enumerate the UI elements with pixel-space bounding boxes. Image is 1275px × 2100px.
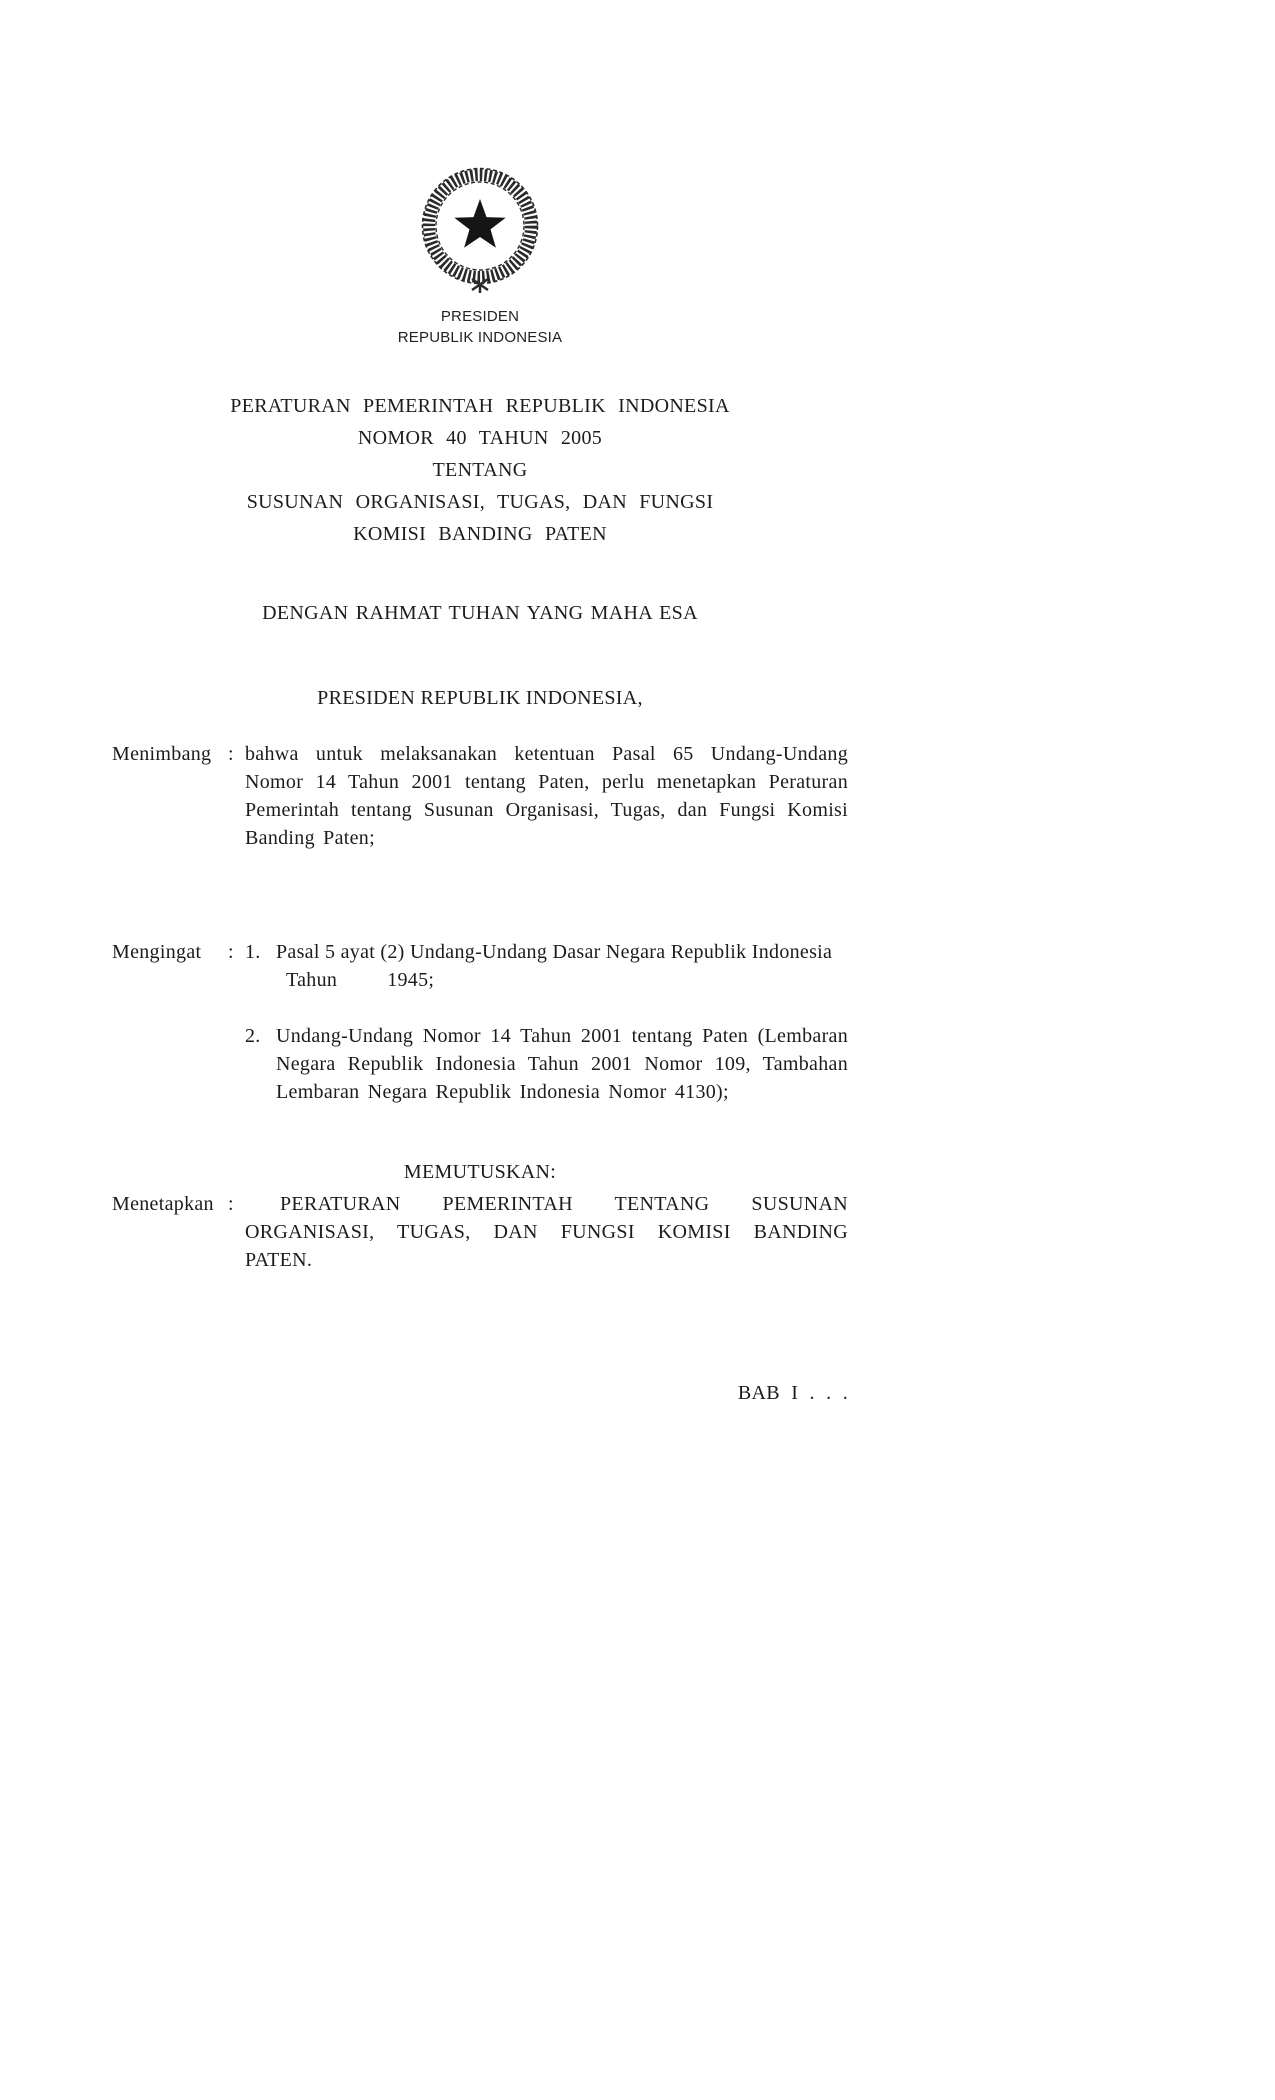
title-line-4: SUSUNAN ORGANISASI, TUGAS, DAN FUNGSI: [246, 491, 714, 513]
item-text: [276, 938, 848, 994]
item-text-value: 1945;: [387, 969, 435, 991]
enacting-clause: [112, 1190, 848, 1274]
item-text-line2: [286, 966, 848, 994]
enacting-label: Menetapkan: [112, 1193, 214, 1215]
item-number: 1.: [245, 941, 261, 963]
recalling-item-2: [245, 1022, 848, 1106]
authority-line: PRESIDEN REPUBLIK INDONESIA,: [317, 687, 643, 709]
decision-heading: MEMUTUSKAN:: [403, 1161, 557, 1183]
considering-clause: [112, 740, 848, 852]
presidential-seal-icon: [418, 166, 542, 294]
invocation-line: DENGAN RAHMAT TUHAN YANG MAHA ESA: [262, 602, 698, 624]
recalling-label: Mengingat: [112, 941, 202, 963]
considering-body: [245, 740, 848, 852]
document-content: [112, 166, 848, 1405]
title-line-5: KOMISI BANDING PATEN: [353, 523, 607, 545]
item-text: Undang-Undang Nomor 14 Tahun 2001 tentang Paten (Lembaran Negara Republik Indonesia Tahun 2001 Nomor 109, Tambahan Lembaran Negara Republik Indonesia Nomor 4130);: [276, 1025, 848, 1103]
recalling-body: [245, 938, 848, 1106]
title-line-1: PERATURAN PEMERINTAH REPUBLIK INDONESIA: [230, 395, 730, 417]
star-in-wreath-icon: [418, 166, 542, 294]
letterhead-line2: REPUBLIK INDONESIA: [397, 329, 563, 346]
enacting-text: PERATURAN PEMERINTAH TENTANG SUSUNAN ORGANISASI, TUGAS, DAN FUNGSI KOMISI BANDING PATEN.: [245, 1193, 848, 1271]
item-text-word: Tahun: [286, 969, 338, 991]
document-title: [112, 390, 848, 550]
recalling-colon: :: [228, 941, 234, 963]
enacting-body: [245, 1190, 848, 1274]
title-line-3: TENTANG: [432, 459, 528, 481]
letterhead-line1: PRESIDEN: [440, 308, 520, 325]
letterhead: [112, 306, 848, 348]
item-text-line1: Pasal 5 ayat (2) Undang-Undang Dasar Negara Republik Indonesia: [276, 941, 833, 963]
page-continuation-marker: BAB I . . .: [737, 1382, 848, 1404]
considering-text: bahwa untuk melaksanakan ketentuan Pasal 65 Undang-Undang Nomor 14 Tahun 2001 tentang Paten, perlu menetapkan Peraturan Pemerintah tentang Susunan Organisasi, Tugas, dan Fungsi Komisi Banding Paten;: [245, 743, 848, 849]
title-line-2: NOMOR 40 TAHUN 2005: [357, 427, 603, 449]
recalling-clause: [112, 938, 848, 1106]
enacting-colon: :: [228, 1193, 234, 1215]
considering-colon: :: [228, 743, 234, 765]
item-number: 2.: [245, 1025, 261, 1047]
recalling-item-1: [245, 938, 848, 994]
considering-label: Menimbang: [112, 743, 212, 765]
